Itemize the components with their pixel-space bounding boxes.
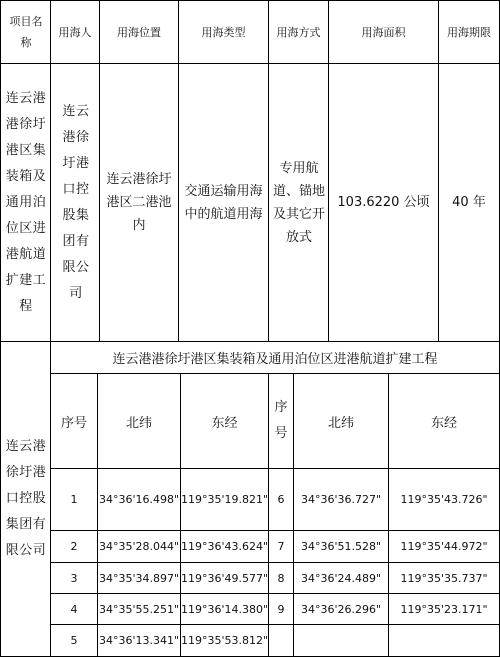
header-project-name: 项目名称 xyxy=(9,15,43,49)
table-row-lat2: 34°36'26.296" xyxy=(300,602,382,616)
table-row-lat: 34°36'16.498" xyxy=(98,493,180,506)
header-term: 用海期限 xyxy=(447,25,491,39)
border-left xyxy=(0,0,1,657)
table-row-lon: 119°36'14.380" xyxy=(180,602,269,616)
table-row-no: 2 xyxy=(70,540,78,553)
table-row-no: 5 xyxy=(70,634,78,647)
table-row-lon2: 119°35'44.972" xyxy=(400,540,488,553)
header-user: 用海人 xyxy=(58,25,92,39)
table-row-no2 xyxy=(269,625,293,656)
table-row-lat2: 34°36'24.489" xyxy=(300,571,382,585)
table-row-lon: 119°35'19.821" xyxy=(180,493,269,506)
col-header-no2: 序号 xyxy=(274,400,288,441)
table-row-lat: 34°36'13.341" xyxy=(98,634,180,647)
table-row-no2: 9 xyxy=(277,602,285,616)
table-row-lat2: 34°36'36.727" xyxy=(300,493,382,506)
table-row-lat: 34°35'34.897" xyxy=(98,571,180,585)
table-row-no: 1 xyxy=(70,493,78,506)
header-sea-use-type: 用海类型 xyxy=(201,25,246,39)
table-row-no: 4 xyxy=(70,602,78,616)
table-row-no2: 8 xyxy=(277,571,285,585)
header-area: 用海面积 xyxy=(361,25,406,39)
table-row-lat2 xyxy=(294,625,388,656)
coords-owner: 连云港徐圩港口控股集团有限公司 xyxy=(5,439,47,558)
table-row-no2: 7 xyxy=(277,540,285,553)
table-row-lon2: 119°35'43.726" xyxy=(400,493,488,506)
user-value: 连云港徐圩港口控股集团有限公司 xyxy=(62,103,90,301)
col-header-lat2: 北纬 xyxy=(327,415,354,431)
project-name-value: 连云港港徐圩港区集装箱及通用泊位区进港航道扩建工程 xyxy=(5,90,47,314)
coords-title: 连云港港徐圩港区集装箱及通用泊位区进港航道扩建工程 xyxy=(112,352,438,367)
col-header-lon: 东经 xyxy=(211,415,238,431)
area-value: 103.6220 公顷 xyxy=(337,195,430,210)
table-row-lon: 119°36'49.577" xyxy=(180,571,269,585)
table-row-lat: 34°35'55.251" xyxy=(98,602,180,616)
term-value: 40 年 xyxy=(452,195,486,210)
col-header-no: 序号 xyxy=(60,415,87,431)
col-header-lat: 北纬 xyxy=(125,415,152,431)
sea-use-method-value: 专用航道、锚地及其它开放式 xyxy=(273,160,326,245)
table-row-lon2: 119°35'35.737" xyxy=(400,571,488,585)
location-value: 连云港徐圩港区二港池内 xyxy=(106,172,172,233)
table-row-no: 3 xyxy=(70,571,78,585)
header-sea-use-method: 用海方式 xyxy=(276,25,321,39)
table-row-no2: 6 xyxy=(277,493,285,506)
header-location: 用海位置 xyxy=(117,25,161,39)
table-row-lon2: 119°35'23.171" xyxy=(400,602,488,616)
col-header-lon2: 东经 xyxy=(430,415,457,431)
table-row-lat: 34°35'28.044" xyxy=(98,540,180,553)
table-row-lon: 119°35'53.812" xyxy=(180,634,269,647)
sea-use-type-value: 交通运输用海中的航道用海 xyxy=(184,183,263,222)
table-row-lon: 119°36'43.624" xyxy=(180,540,269,553)
table-row-lon2 xyxy=(389,625,499,656)
table-row-lat2: 34°36'51.528" xyxy=(300,540,382,553)
